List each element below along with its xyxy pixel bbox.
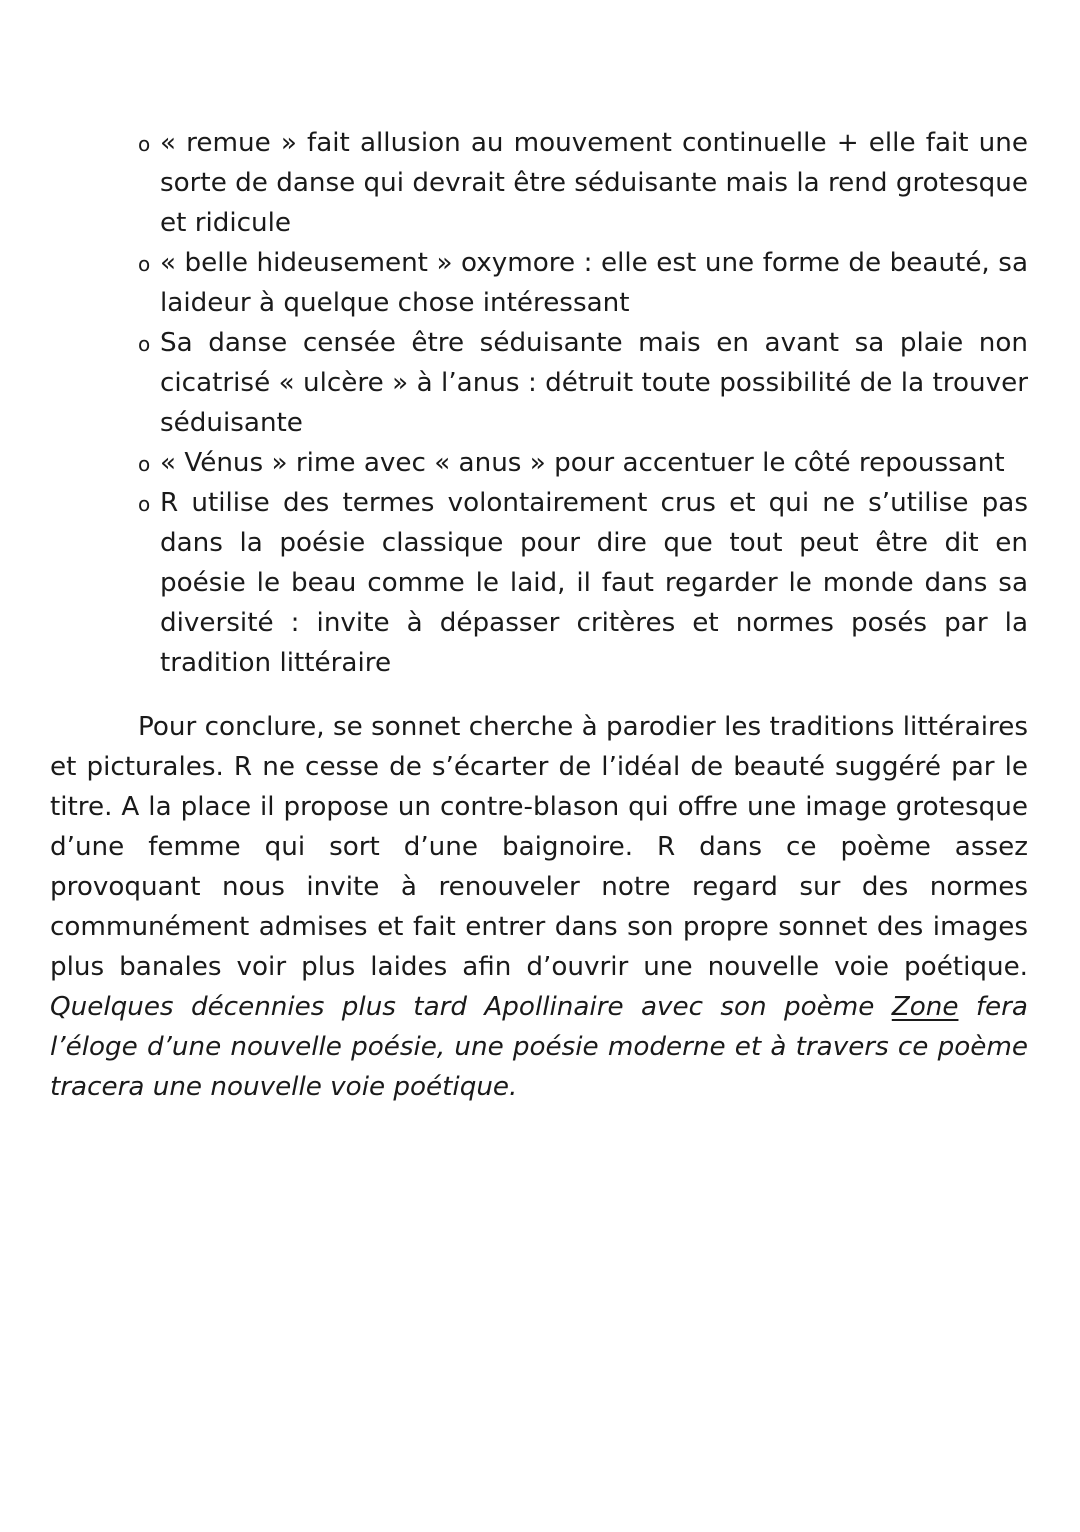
poem-title-zone: Zone (891, 992, 959, 1022)
bullet-text: « belle hideusement » oxymore : elle est une forme de beauté, sa laideur à quelque chose intéressant (160, 248, 1028, 318)
bullet-remue (138, 123, 1028, 243)
analysis-bullet-list (138, 123, 1028, 683)
bullet-belle-hideusement (138, 243, 1028, 323)
bullet-text: Sa danse censée être séduisante mais en avant sa plaie non cicatrisé « ulcère » à l’anus : détruit toute possibilité de la trouver séduisante (160, 328, 1028, 438)
bullet-termes-crus (138, 483, 1028, 683)
conclusion-text: Pour conclure, se sonnet cherche à parodier les traditions littéraires et picturales. R ne cesse de s’écarter de l’idéal de beauté suggéré par le titre. A la place il propose un contre-blason qui offre une image grotesque d’une femme qui sort d’une baignoire. R dans ce poème assez provoquant nous invite à renouveler notre regard sur des normes communément admises et fait entrer dans son propre sonnet des images plus banales voir plus laides afin d’ouvrir une nouvelle voie poétique. (50, 712, 1028, 982)
bullet-circle-icon: o (138, 332, 151, 356)
bullet-text: « remue » fait allusion au mouvement continuelle + elle fait une sorte de danse qui devrait être séduisante mais la rend grotesque et ridicule (160, 128, 1029, 238)
bullet-circle-icon: o (138, 452, 151, 476)
bullet-circle-icon: o (138, 492, 151, 516)
bullet-text: R utilise des termes volontairement crus et qui ne s’utilise pas dans la poésie classique pour dire que tout peut être dit en poésie le beau comme le laid, il faut regarder le monde dans sa diversité : invite à dépasser critères et normes posés par la tradition littéraire (160, 488, 1028, 678)
apollinaire-sentence-outro: fera l’éloge d’une nouvelle poésie, une poésie moderne et à travers ce poème tracera une nouvelle voie poétique. (50, 992, 1028, 1102)
apollinaire-sentence-intro: Quelques décennies plus tard Apollinaire avec son poème (50, 992, 892, 1022)
bullet-venus-anus (138, 443, 1028, 483)
bullet-circle-icon: o (138, 132, 151, 156)
bullet-text: « Vénus » rime avec « anus » pour accentuer le côté repoussant (160, 448, 1005, 478)
conclusion-paragraph (50, 707, 1028, 1107)
bullet-circle-icon: o (138, 252, 151, 276)
bullet-danse (138, 323, 1028, 443)
